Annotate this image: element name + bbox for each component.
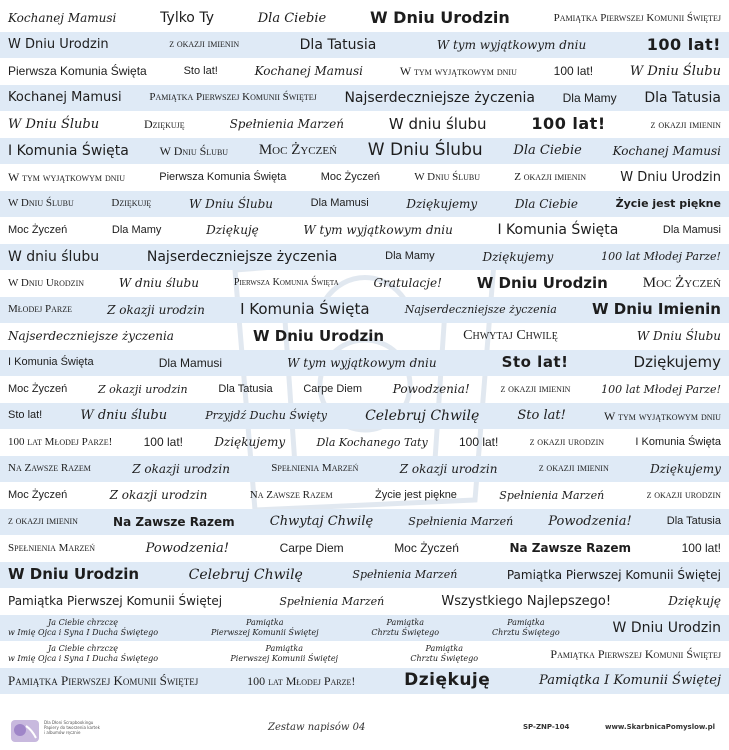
greeting-label: W dniu ślubu	[80, 408, 168, 424]
greeting-label: Pierwsza Komunia Święta	[159, 170, 287, 183]
greeting-label: Z okazji urodzin	[109, 488, 208, 503]
greeting-label: 100 lat Młodej Parze!	[8, 435, 113, 448]
greeting-label: 100 lat!	[553, 64, 594, 79]
greeting-label-line: Pierwszej Komunii Świętej	[210, 627, 319, 637]
greeting-label: Dla Mamy	[385, 250, 435, 263]
greeting-label: Powodzenia!	[548, 514, 632, 530]
greeting-label: Gratulacje!	[373, 276, 442, 291]
greeting-label: 100 lat!	[458, 435, 499, 450]
label-row	[0, 58, 729, 85]
label-row	[0, 588, 729, 615]
greeting-label: Pamiątka Pierwszej Komunii Świętej	[506, 567, 721, 582]
greeting-label: W dniu ślubu	[118, 276, 199, 291]
greeting-label: 100 lat!	[531, 114, 606, 134]
greeting-label: W Dniu Urodzin	[8, 565, 140, 584]
greeting-label: W Dniu Ślubu	[159, 143, 229, 158]
greeting-label: Dziękujemy	[650, 461, 721, 476]
greeting-label: 100 lat!	[646, 34, 721, 54]
greeting-label: Na Zawsze Razem	[113, 514, 235, 529]
greeting-label-line: Chrztu Świętego	[410, 654, 479, 664]
greeting-label: Spełnienia Marzeń	[279, 594, 385, 608]
label-row	[0, 562, 729, 589]
label-row	[0, 376, 729, 403]
greeting-label: Najserdeczniejsze życzenia	[8, 329, 174, 344]
greeting-label: W Dniu Urodzin	[8, 37, 109, 53]
greeting-label: Sto lat!	[183, 64, 218, 77]
label-row	[0, 270, 729, 297]
greeting-label: W Dniu Urodzin	[8, 276, 85, 289]
greeting-label: Kochanej Mamusi	[8, 90, 122, 106]
greeting-label: W tym wyjątkowym dniu	[287, 355, 437, 370]
greeting-label: Dla Tatusia	[218, 382, 273, 395]
greeting-label: W Dniu Ślubu	[8, 116, 100, 132]
greeting-label: Dziękuję	[404, 670, 491, 691]
greeting-label: 100 lat Młodej Parze!	[601, 382, 721, 396]
greeting-label: W Dniu Ślubu	[629, 63, 721, 79]
greeting-label	[371, 618, 439, 638]
greeting-label: W Dniu Urodzin	[476, 273, 608, 292]
greeting-label: Kochanej Mamusi	[8, 11, 117, 26]
label-row	[0, 350, 729, 377]
greeting-label: Młodej Parze	[8, 303, 72, 316]
greeting-label: Najserdeczniejsze życzenia	[344, 89, 535, 106]
label-row	[0, 5, 729, 32]
greeting-label: W Dniu Urodzin	[253, 326, 385, 345]
greeting-label: Dziękujemy	[214, 435, 286, 450]
greeting-label	[492, 618, 560, 638]
label-row	[0, 85, 729, 112]
greeting-label: z okazji imienin	[169, 38, 240, 51]
label-row	[0, 641, 729, 668]
footer	[0, 714, 729, 750]
label-row	[0, 509, 729, 536]
greeting-label-line: Chrztu Świętego	[491, 627, 560, 637]
greeting-label: Tylko Ty	[160, 10, 214, 27]
greeting-label: W Dniu Ślubu	[367, 140, 483, 161]
greeting-label: Na Zawsze Razem	[8, 462, 91, 475]
greeting-label: W tym wyjątkowym dniu	[8, 170, 125, 185]
greeting-label: Spełnienia Marzeń	[352, 568, 458, 582]
greeting-label: 100 lat!	[681, 541, 721, 556]
label-row	[0, 244, 729, 271]
label-row	[0, 217, 729, 244]
greeting-label: Pamiątka Pierwszej Komunii Świętej	[149, 91, 317, 104]
label-row	[0, 456, 729, 483]
label-row	[0, 668, 729, 695]
footer-line: Papiery do tworzenia kartek	[44, 725, 100, 730]
greeting-label-line: Pamiątka	[507, 617, 545, 627]
greeting-label: Moc Życzeń	[8, 382, 68, 395]
greeting-label: z okazji urodzin	[646, 488, 721, 501]
greeting-label: W Dniu Imienin	[591, 300, 721, 319]
label-row	[0, 164, 729, 191]
greeting-label: Spełnienia Marzeń	[408, 515, 514, 529]
greeting-label: z okazji imienin	[500, 382, 571, 395]
greeting-label: Przyjdź Duchu Święty	[205, 409, 327, 423]
greeting-label: Carpe Diem	[303, 382, 363, 395]
greeting-label: Sto lat!	[501, 353, 569, 372]
greeting-label: Sto lat!	[517, 408, 566, 424]
greeting-label: Dla Ciebie	[514, 196, 579, 211]
label-row	[0, 297, 729, 324]
greeting-label: Sto lat!	[8, 409, 43, 422]
greeting-label-line: Pamiątka	[265, 644, 303, 654]
greeting-label: I Komunia Święta	[8, 356, 94, 369]
label-row	[0, 323, 729, 350]
product-code: SP-ZNP-104	[523, 723, 570, 731]
greeting-label: Z okazji urodzin	[98, 382, 188, 396]
greeting-label: Dla Mamusi	[662, 223, 721, 236]
label-row	[0, 403, 729, 430]
greeting-label: Dziękuję	[111, 197, 152, 210]
brand-logo-icon	[10, 718, 40, 744]
label-row	[0, 429, 729, 456]
greeting-label: Dla Tatusia	[644, 89, 721, 106]
greeting-label: W Dniu Urodzin	[369, 8, 510, 28]
greeting-label: Najserdeczniejsze życzenia	[404, 303, 557, 317]
greeting-label: Moc Życzeń	[8, 223, 68, 236]
greeting-label: Spełnienia Marzeń	[229, 117, 345, 132]
greeting-label: Pierwsza Komunia Święta	[233, 277, 339, 289]
label-row	[0, 535, 729, 562]
greeting-label	[230, 644, 338, 664]
greeting-label: I Komunia Święta	[635, 435, 721, 448]
greeting-label: I Komunia Święta	[8, 142, 129, 159]
greeting-label: 100 lat Młodej Parze!	[601, 250, 721, 264]
greeting-label: Pierwsza Komunia Święta	[8, 64, 147, 79]
greeting-label: Życie jest piękne	[375, 488, 457, 501]
greeting-label: z okazji imienin	[538, 462, 609, 475]
greeting-label: Moc Życzeń	[8, 488, 68, 501]
footer-line: Dla Dłoni Scrapbookingu	[44, 720, 94, 725]
greeting-label: Moc Życzeń	[258, 142, 338, 159]
greeting-label: Dla Ciebie	[513, 143, 582, 159]
greeting-label: Kochanej Mamusi	[254, 64, 364, 79]
greeting-label: Dla Mamy	[111, 223, 162, 236]
footer-small-text	[44, 720, 100, 735]
greeting-label: Pamiątka Pierwszej Komunii Świętej	[550, 647, 721, 662]
greeting-label: Z okazji urodzin	[107, 302, 205, 317]
greeting-label: W tym wyjątkowym dniu	[303, 223, 453, 238]
greeting-label: 100 lat Młodej Parze!	[247, 673, 356, 688]
greeting-label: Życie jest piękne	[615, 197, 721, 211]
greeting-label	[410, 644, 478, 664]
greeting-label: Na Zawsze Razem	[249, 488, 333, 501]
greeting-label: Dziękuję	[206, 223, 259, 238]
greeting-label: Spełnienia Marzeń	[8, 541, 96, 554]
greeting-label: Spełnienia Marzeń	[271, 462, 359, 475]
greeting-label-line: Ja Ciebie chrzczę	[48, 617, 119, 627]
greeting-label: 100 lat!	[143, 435, 183, 450]
greeting-label-line: Ja Ciebie chrzczę	[48, 644, 119, 654]
greeting-label: Na Zawsze Razem	[509, 541, 632, 556]
greeting-label: Chwytaj Chwilę	[463, 328, 558, 344]
label-row	[0, 138, 729, 165]
greeting-label-line: Pierwszej Komunii Świętej	[230, 654, 339, 664]
greeting-label: W tym wyjątkowym dniu	[603, 408, 721, 423]
greeting-label	[211, 618, 319, 638]
greeting-label-line: w Imię Ojca i Syna I Ducha Świętego	[8, 654, 159, 664]
greeting-label: Pamiątka Pierwszej Komunii Świętej	[8, 594, 223, 609]
greeting-label: W Dniu Urodzin	[620, 169, 721, 185]
greeting-label: W Dniu Ślubu	[188, 196, 274, 211]
greeting-label: Pamiątka Pierwszej Komunii Świętej	[8, 673, 199, 689]
greeting-label: Celebruj Chwilę	[188, 566, 303, 583]
greeting-label: Wszystkiego Najlepszego!	[441, 593, 612, 609]
greeting-label: W Dniu Ślubu	[8, 197, 74, 210]
greeting-label: Chwytaj Chwilę	[269, 514, 374, 530]
greeting-label: W tym wyjątkowym dniu	[399, 64, 517, 79]
greeting-label: Z okazji imienin	[514, 170, 587, 183]
greeting-label: W Dniu Ślubu	[636, 329, 721, 344]
label-row	[0, 32, 729, 59]
greeting-label: Moc Życzeń	[394, 541, 459, 556]
greeting-label: Celebruj Chwilę	[365, 407, 480, 424]
greeting-label: Pamiątka Pierwszej Komunii Świętej	[553, 11, 721, 24]
greeting-label: W tym wyjątkowym dniu	[436, 37, 587, 52]
greeting-label: Dla Mamy	[562, 90, 617, 105]
greeting-label: z okazji urodzin	[529, 435, 605, 448]
greeting-label: Dziękujemy	[482, 249, 554, 264]
greeting-label: Dziękuję	[144, 117, 185, 132]
greeting-label: Dla Ciebie	[257, 10, 327, 26]
greeting-label-line: Pamiątka	[425, 644, 463, 654]
label-row	[0, 191, 729, 218]
greeting-label: Dla Mamusi	[310, 197, 369, 210]
label-row	[0, 111, 729, 138]
greeting-label: z okazji imienin	[650, 117, 721, 132]
greeting-label: Dziękuję	[668, 594, 721, 609]
greeting-label: z okazji imienin	[8, 515, 78, 528]
greeting-label: Dla Tatusia	[666, 515, 721, 528]
greeting-label: Dla Kochanego Taty	[316, 435, 428, 449]
greeting-label	[8, 618, 158, 638]
label-row	[0, 482, 729, 509]
greeting-label-line: Pamiątka	[245, 617, 284, 627]
footer-line: i albumów ręcznie	[44, 730, 81, 735]
greeting-label: I Komunia Święta	[497, 222, 619, 239]
greeting-label: W Dniu Urodzin	[612, 619, 721, 636]
greeting-label: Dziękujemy	[406, 196, 478, 211]
greeting-label: Dziękujemy	[633, 353, 721, 372]
greeting-label: Dla Mamusi	[158, 355, 223, 370]
greeting-label: Z okazji urodzin	[132, 461, 230, 476]
greeting-label: I Komunia Święta	[240, 300, 370, 319]
website-url: www.SkarbnicaPomyslow.pl	[605, 723, 716, 731]
label-row	[0, 615, 729, 642]
greeting-label: W dniu ślubu	[8, 248, 100, 265]
greeting-label: Carpe Diem	[279, 541, 344, 556]
greeting-label: Dla Tatusia	[299, 36, 377, 53]
greeting-label	[8, 644, 158, 664]
greeting-label-line: Pamiątka	[386, 617, 425, 627]
greeting-label: Moc Życzeń	[642, 274, 721, 291]
greeting-label: Kochanej Mamusi	[612, 143, 721, 158]
greeting-label: Z okazji urodzin	[399, 461, 498, 476]
greeting-label-line: w Imię Ojca i Syna I Ducha Świętego	[8, 627, 159, 637]
sheet-title: Zestaw napisów 04	[268, 722, 366, 733]
greeting-label: Najserdeczniejsze życzenia	[146, 248, 338, 265]
greeting-label: Spełnienia Marzeń	[499, 488, 605, 502]
greeting-label: Powodzenia!	[145, 540, 230, 556]
greeting-label: Moc Życzeń	[320, 170, 380, 183]
greeting-label: Pamiątka I Komunii Świętej	[539, 673, 721, 689]
greeting-label: W Dniu Ślubu	[414, 170, 480, 183]
greeting-label: Powodzenia!	[392, 382, 470, 397]
greeting-label-line: Chrztu Świętego	[371, 627, 440, 637]
greeting-label: W dniu ślubu	[388, 114, 487, 133]
